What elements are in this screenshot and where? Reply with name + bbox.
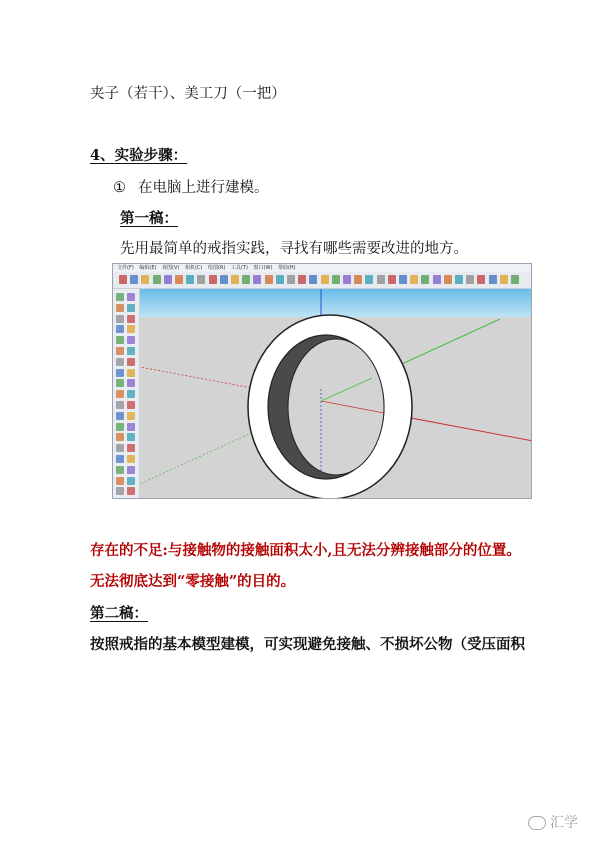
toolbar-tool-icon <box>354 275 362 284</box>
left-tool-icon <box>116 466 124 474</box>
left-tool-icon <box>127 455 135 463</box>
toolbar-tool-icon <box>175 275 183 284</box>
toolbar-tool-icon <box>197 275 205 284</box>
toolbar-tool-icon <box>186 275 194 284</box>
menu-tools: 工具(T) <box>230 265 248 271</box>
left-tool-icon <box>127 444 135 452</box>
toolbar-tool-icon <box>466 275 474 284</box>
left-tool-icon <box>116 369 124 377</box>
sketchup-left-toolbar <box>113 289 140 499</box>
toolbar-tool-icon <box>287 275 295 284</box>
toolbar-tool-icon <box>410 275 418 284</box>
left-tool-icon <box>127 390 135 398</box>
sketchup-screenshot <box>112 263 532 499</box>
left-tool-icon <box>116 455 124 463</box>
left-tool-icon <box>116 433 124 441</box>
toolbar-tool-icon <box>377 275 385 284</box>
toolbar-tool-icon <box>365 275 373 284</box>
left-tool-icon <box>127 358 135 366</box>
shortcoming-line-2: 无法彻底达到“零接触”的目的。 <box>90 573 296 590</box>
left-tool-icon <box>116 477 124 485</box>
sky <box>140 289 532 317</box>
left-tool-icon <box>127 347 135 355</box>
toolbar-tool-icon <box>433 275 441 284</box>
left-tool-icon <box>127 412 135 420</box>
toolbar-tool-icon <box>477 275 485 284</box>
toolbar-tool-icon <box>164 275 172 284</box>
watermark-text: 汇学 <box>550 815 578 831</box>
left-tool-icon <box>116 304 124 312</box>
toolbar-tool-icon <box>298 275 306 284</box>
left-tool-icon <box>116 293 124 301</box>
toolbar-tool-icon <box>253 275 261 284</box>
step-marker: ① <box>113 180 126 196</box>
draft1-text: 先用最简单的戒指实践，寻找有哪些需要改进的地方。 <box>120 241 468 257</box>
ring-hole <box>288 339 384 475</box>
wechat-icon <box>528 816 546 830</box>
left-tool-icon <box>127 477 135 485</box>
left-tool-icon <box>127 369 135 377</box>
toolbar-tool-icon <box>153 275 161 284</box>
left-tool-icon <box>127 487 135 495</box>
toolbar-tool-icon <box>231 275 239 284</box>
toolbar-tool-icon <box>242 275 250 284</box>
left-tool-icon <box>116 336 124 344</box>
left-tool-icon <box>116 423 124 431</box>
left-tool-icon <box>116 379 124 387</box>
draft1-heading: 第一稿： <box>120 210 178 227</box>
left-tool-icon <box>116 347 124 355</box>
left-tool-icon <box>116 412 124 420</box>
toolbar-tool-icon <box>119 275 127 284</box>
step-text: 在电脑上进行建模。 <box>138 180 269 196</box>
left-tool-icon <box>127 293 135 301</box>
toolbar-tool-icon <box>276 275 284 284</box>
toolbar-tool-icon <box>388 275 396 284</box>
toolbar-tool-icon <box>500 275 508 284</box>
toolbar-tool-icon <box>321 275 329 284</box>
left-tool-icon <box>127 433 135 441</box>
left-tool-icon <box>116 325 124 333</box>
toolbar-tool-icon <box>265 275 273 284</box>
left-tool-icon <box>116 487 124 495</box>
toolbar-tool-icon <box>220 275 228 284</box>
materials-line: 夹子（若干）、美工刀（一把） <box>90 86 286 102</box>
toolbar-tool-icon <box>489 275 497 284</box>
left-tool-icon <box>116 444 124 452</box>
toolbar-tool-icon <box>399 275 407 284</box>
left-tool-icon <box>116 401 124 409</box>
draft2-heading: 第二稿： <box>90 605 148 622</box>
toolbar-tool-icon <box>343 275 351 284</box>
toolbar-tool-icon <box>421 275 429 284</box>
toolbar-tool-icon <box>455 275 463 284</box>
left-tool-icon <box>127 315 135 323</box>
toolbar-tool-icon <box>309 275 317 284</box>
sketchup-toolbar <box>113 272 531 289</box>
left-tool-icon <box>127 304 135 312</box>
left-tool-icon <box>116 315 124 323</box>
section-heading: 4、实验步骤： <box>90 147 188 164</box>
shortcoming-line-1: 存在的不足:与接触物的接触面积太小,且无法分辨接触部分的位置。 <box>90 542 521 559</box>
left-tool-icon <box>116 390 124 398</box>
menu-file: 文件(F) <box>117 265 134 271</box>
toolbar-tool-icon <box>141 275 149 284</box>
left-tool-icon <box>127 325 135 333</box>
left-tool-icon <box>127 466 135 474</box>
ring-model <box>248 315 412 499</box>
draft2-text: 按照戒指的基本模型建模，可实现避免接触、不损坏公物（受压面积 <box>90 636 525 653</box>
toolbar-tool-icon <box>444 275 452 284</box>
toolbar-tool-icon <box>209 275 217 284</box>
watermark <box>528 812 578 832</box>
toolbar-tool-icon <box>332 275 340 284</box>
menu-draw: 绘图(R) <box>207 265 226 271</box>
menu-help: 帮助(H) <box>277 265 296 271</box>
left-tool-icon <box>127 401 135 409</box>
left-tool-icon <box>127 379 135 387</box>
toolbar-tool-icon <box>130 275 138 284</box>
menu-camera: 相机(C) <box>184 265 203 271</box>
left-tool-icon <box>127 336 135 344</box>
left-tool-icon <box>116 358 124 366</box>
step-1 <box>113 176 269 197</box>
toolbar-tool-icon <box>511 275 519 284</box>
menu-edit: 编辑(E) <box>139 265 157 271</box>
left-tool-icon <box>127 423 135 431</box>
model-viewport <box>140 289 532 499</box>
menu-window: 窗口(W) <box>253 265 273 271</box>
menu-view: 视图(V) <box>162 265 180 271</box>
